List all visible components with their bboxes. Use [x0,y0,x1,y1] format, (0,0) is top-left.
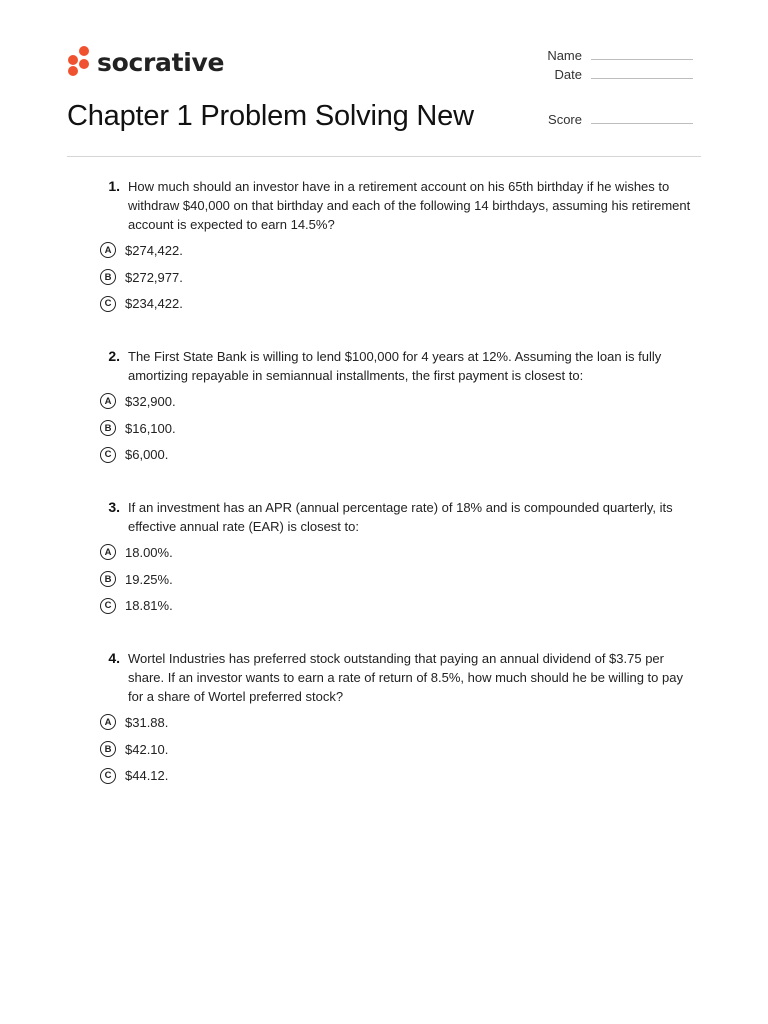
option-a-circle: A [100,393,116,409]
date-label: Date [554,67,582,82]
question-text: How much should an investor have in a retirement account on his 65th birthday if he wishes to withdraw $40,000 on that birthday and each of the following 14 birthdays, assuming his retirement account is expected to earn 14.5%? [128,179,691,232]
question-text: If an investment has an APR (annual percentage rate) of 18% and is compounded quarterly, its effective annual rate (EAR) is closest to: [128,500,673,534]
date-line [591,70,693,79]
answer-option-c[interactable] [100,290,700,317]
answer-text: 18.81%. [125,598,173,614]
socrative-logo-icon [67,46,91,78]
question-number: 1. [108,178,120,194]
question-1 [100,177,700,317]
answer-option-c[interactable] [100,762,700,789]
answer-option-b[interactable] [100,736,700,763]
answer-text: $6,000. [125,447,169,463]
answer-list [100,388,700,468]
answer-text: $32,900. [125,393,176,409]
option-b-circle: B [100,741,116,757]
answer-list [100,539,700,619]
answer-option-b[interactable] [100,415,700,442]
name-field [511,48,693,63]
option-c-circle: C [100,447,116,463]
answer-text: $16,100. [125,420,176,436]
answer-text: $272,977. [125,269,183,285]
option-c-circle: C [100,768,116,784]
score-line [591,115,693,124]
score-field [511,112,693,127]
page-title: Chapter 1 Problem Solving New [67,100,474,132]
answer-text: 18.00%. [125,544,173,560]
option-a-circle: A [100,544,116,560]
answer-list [100,237,700,317]
answer-option-b[interactable] [100,566,700,593]
brand-name: socrative [97,47,225,77]
date-field [511,67,693,82]
answer-text: $234,422. [125,296,183,312]
option-c-circle: C [100,598,116,614]
question-number: 3. [108,499,120,515]
socrative-logo [67,46,224,78]
option-c-circle: C [100,296,116,312]
answer-option-b[interactable] [100,264,700,291]
option-b-circle: B [100,420,116,436]
name-line [591,51,693,60]
option-a-circle: A [100,242,116,258]
option-a-circle: A [100,714,116,730]
answer-text: $274,422. [125,242,183,258]
question-number: 4. [108,650,120,666]
answer-option-a[interactable] [100,709,700,736]
question-4 [100,649,700,789]
answer-text: 19.25%. [125,571,173,587]
option-b-circle: B [100,571,116,587]
answer-option-a[interactable] [100,539,700,566]
answer-text: $44.12. [125,768,169,784]
answer-text: $31.88. [125,714,169,730]
question-2 [100,347,700,468]
question-3 [100,498,700,619]
answer-option-c[interactable] [100,441,700,468]
name-label: Name [547,48,582,63]
option-b-circle: B [100,269,116,285]
question-text: Wortel Industries has preferred stock outstanding that paying an annual dividend of $3.75 per share. If an investor wants to earn a rate of return of 8.5%, how much should he be willing to pay for a share of Wortel preferred stock? [128,651,683,704]
answer-text: $42.10. [125,741,169,757]
answer-option-c[interactable] [100,592,700,619]
answer-option-a[interactable] [100,388,700,415]
score-label: Score [548,112,582,127]
question-text: The First State Bank is willing to lend $100,000 for 4 years at 12%. Assuming the loan is fully amortizing repayable in semiannual installments, the first payment is closest to: [128,349,662,383]
header-divider [67,156,701,157]
question-number: 2. [108,348,120,364]
answer-option-a[interactable] [100,237,700,264]
answer-list [100,709,700,789]
